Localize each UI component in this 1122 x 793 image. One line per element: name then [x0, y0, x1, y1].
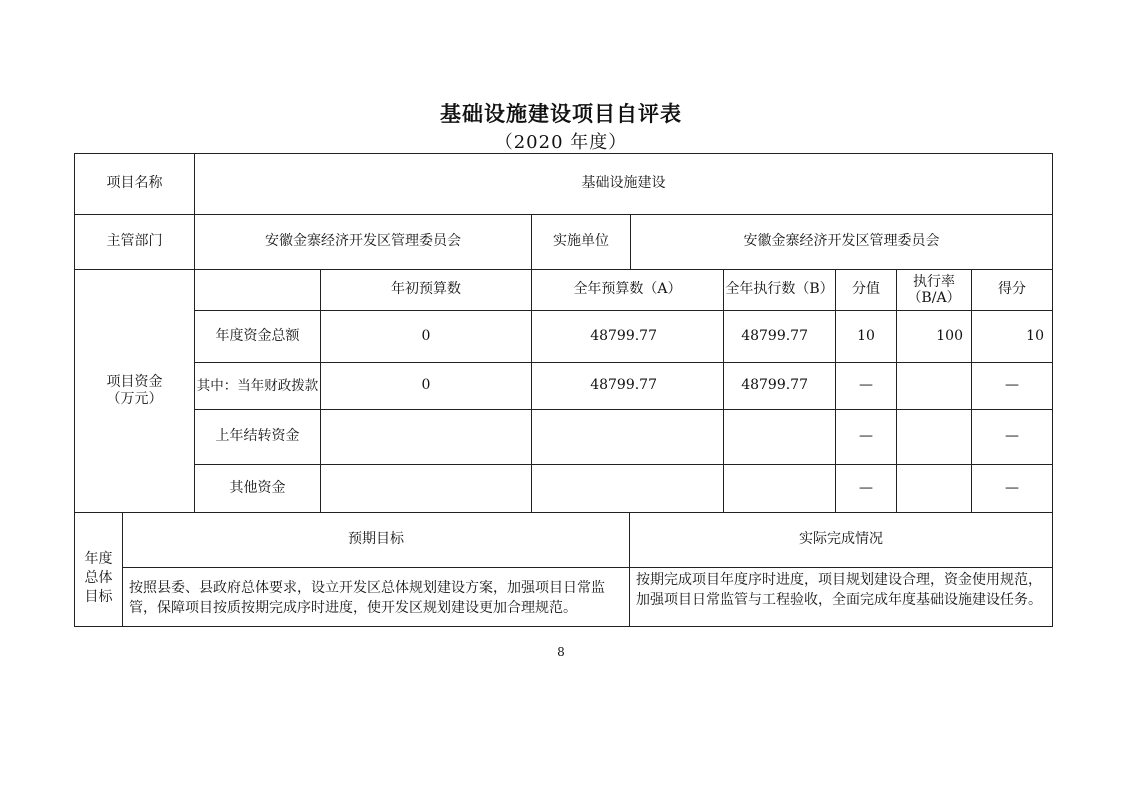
- funds-label-line2: （万元）: [106, 391, 163, 407]
- funds-header-score-value: 分值: [835, 269, 897, 311]
- funds-row-score: —: [971, 409, 1053, 465]
- funds-row-initial: [320, 409, 532, 465]
- funds-row-initial: [320, 464, 532, 513]
- funds-row-executed: [723, 409, 836, 465]
- funds-row-annual: 48799.77: [531, 362, 724, 410]
- funds-row-rate: 100: [896, 310, 972, 363]
- funds-header-executed: 全年执行数（B）: [723, 269, 836, 311]
- funds-row-score: —: [971, 362, 1053, 410]
- funds-row-score-value: —: [835, 409, 897, 465]
- funds-row-score-value: —: [835, 362, 897, 410]
- funds-row-initial: 0: [320, 310, 532, 363]
- funds-header-initial: 年初预算数: [320, 269, 532, 311]
- project-name-label: 项目名称: [74, 153, 195, 215]
- funds-row-annual: 48799.77: [531, 310, 724, 363]
- project-name-value: 基础设施建设: [194, 153, 1053, 215]
- funds-row-name: 其中：当年财政拨款: [194, 362, 321, 410]
- funds-row-score: —: [971, 464, 1053, 513]
- actual-completion-header: 实际完成情况: [629, 512, 1053, 568]
- impl-unit-label: 实施单位: [531, 214, 631, 270]
- funds-row-executed: 48799.77: [723, 362, 836, 410]
- page-number: 8: [557, 645, 565, 659]
- funds-row-name: 年度资金总额: [194, 310, 321, 363]
- funds-row-score: 10: [971, 310, 1053, 363]
- funds-row-executed: 48799.77: [723, 310, 836, 363]
- funds-header-blank: [194, 269, 321, 311]
- funds-header-annual: 全年预算数（A）: [531, 269, 724, 311]
- funds-row-name: 其他资金: [194, 464, 321, 513]
- expected-goal-header: 预期目标: [122, 512, 630, 568]
- funds-header-rate: 执行率 （B/A）: [896, 269, 972, 311]
- impl-unit-value: 安徽金寨经济开发区管理委员会: [630, 214, 1053, 270]
- funds-row-rate: [896, 409, 972, 465]
- funds-header-score: 得分: [971, 269, 1053, 311]
- funds-row-annual: [531, 464, 724, 513]
- funds-row-name: 上年结转资金: [194, 409, 321, 465]
- dept-label: 主管部门: [74, 214, 195, 270]
- funds-row-score-value: 10: [835, 310, 897, 363]
- funds-row-rate: [896, 464, 972, 513]
- page-subtitle: （2020 年度）: [494, 132, 628, 153]
- funds-row-annual: [531, 409, 724, 465]
- page-title: 基础设施建设项目自评表: [440, 102, 682, 126]
- annual-goals-label: 年度 总体 目标: [74, 512, 123, 627]
- actual-completion-text: 按期完成项目年度序时进度，项目规划建设合理，资金使用规范，加强项目日常监管与工程验收，全面完成年度基础设施建设任务。: [629, 567, 1053, 627]
- funds-row-initial: 0: [320, 362, 532, 410]
- funds-label-line1: 项目资金: [106, 373, 163, 390]
- dept-value: 安徽金寨经济开发区管理委员会: [194, 214, 532, 270]
- funds-row-score-value: —: [835, 464, 897, 513]
- funds-label: [74, 269, 195, 513]
- funds-row-rate: [896, 362, 972, 410]
- funds-row-executed: [723, 464, 836, 513]
- expected-goal-text: 按照县委、县政府总体要求，设立开发区总体规划建设方案，加强项目日常监管，保障项目按质按期完成序时进度，使开发区规划建设更加合理规范。: [122, 567, 630, 627]
